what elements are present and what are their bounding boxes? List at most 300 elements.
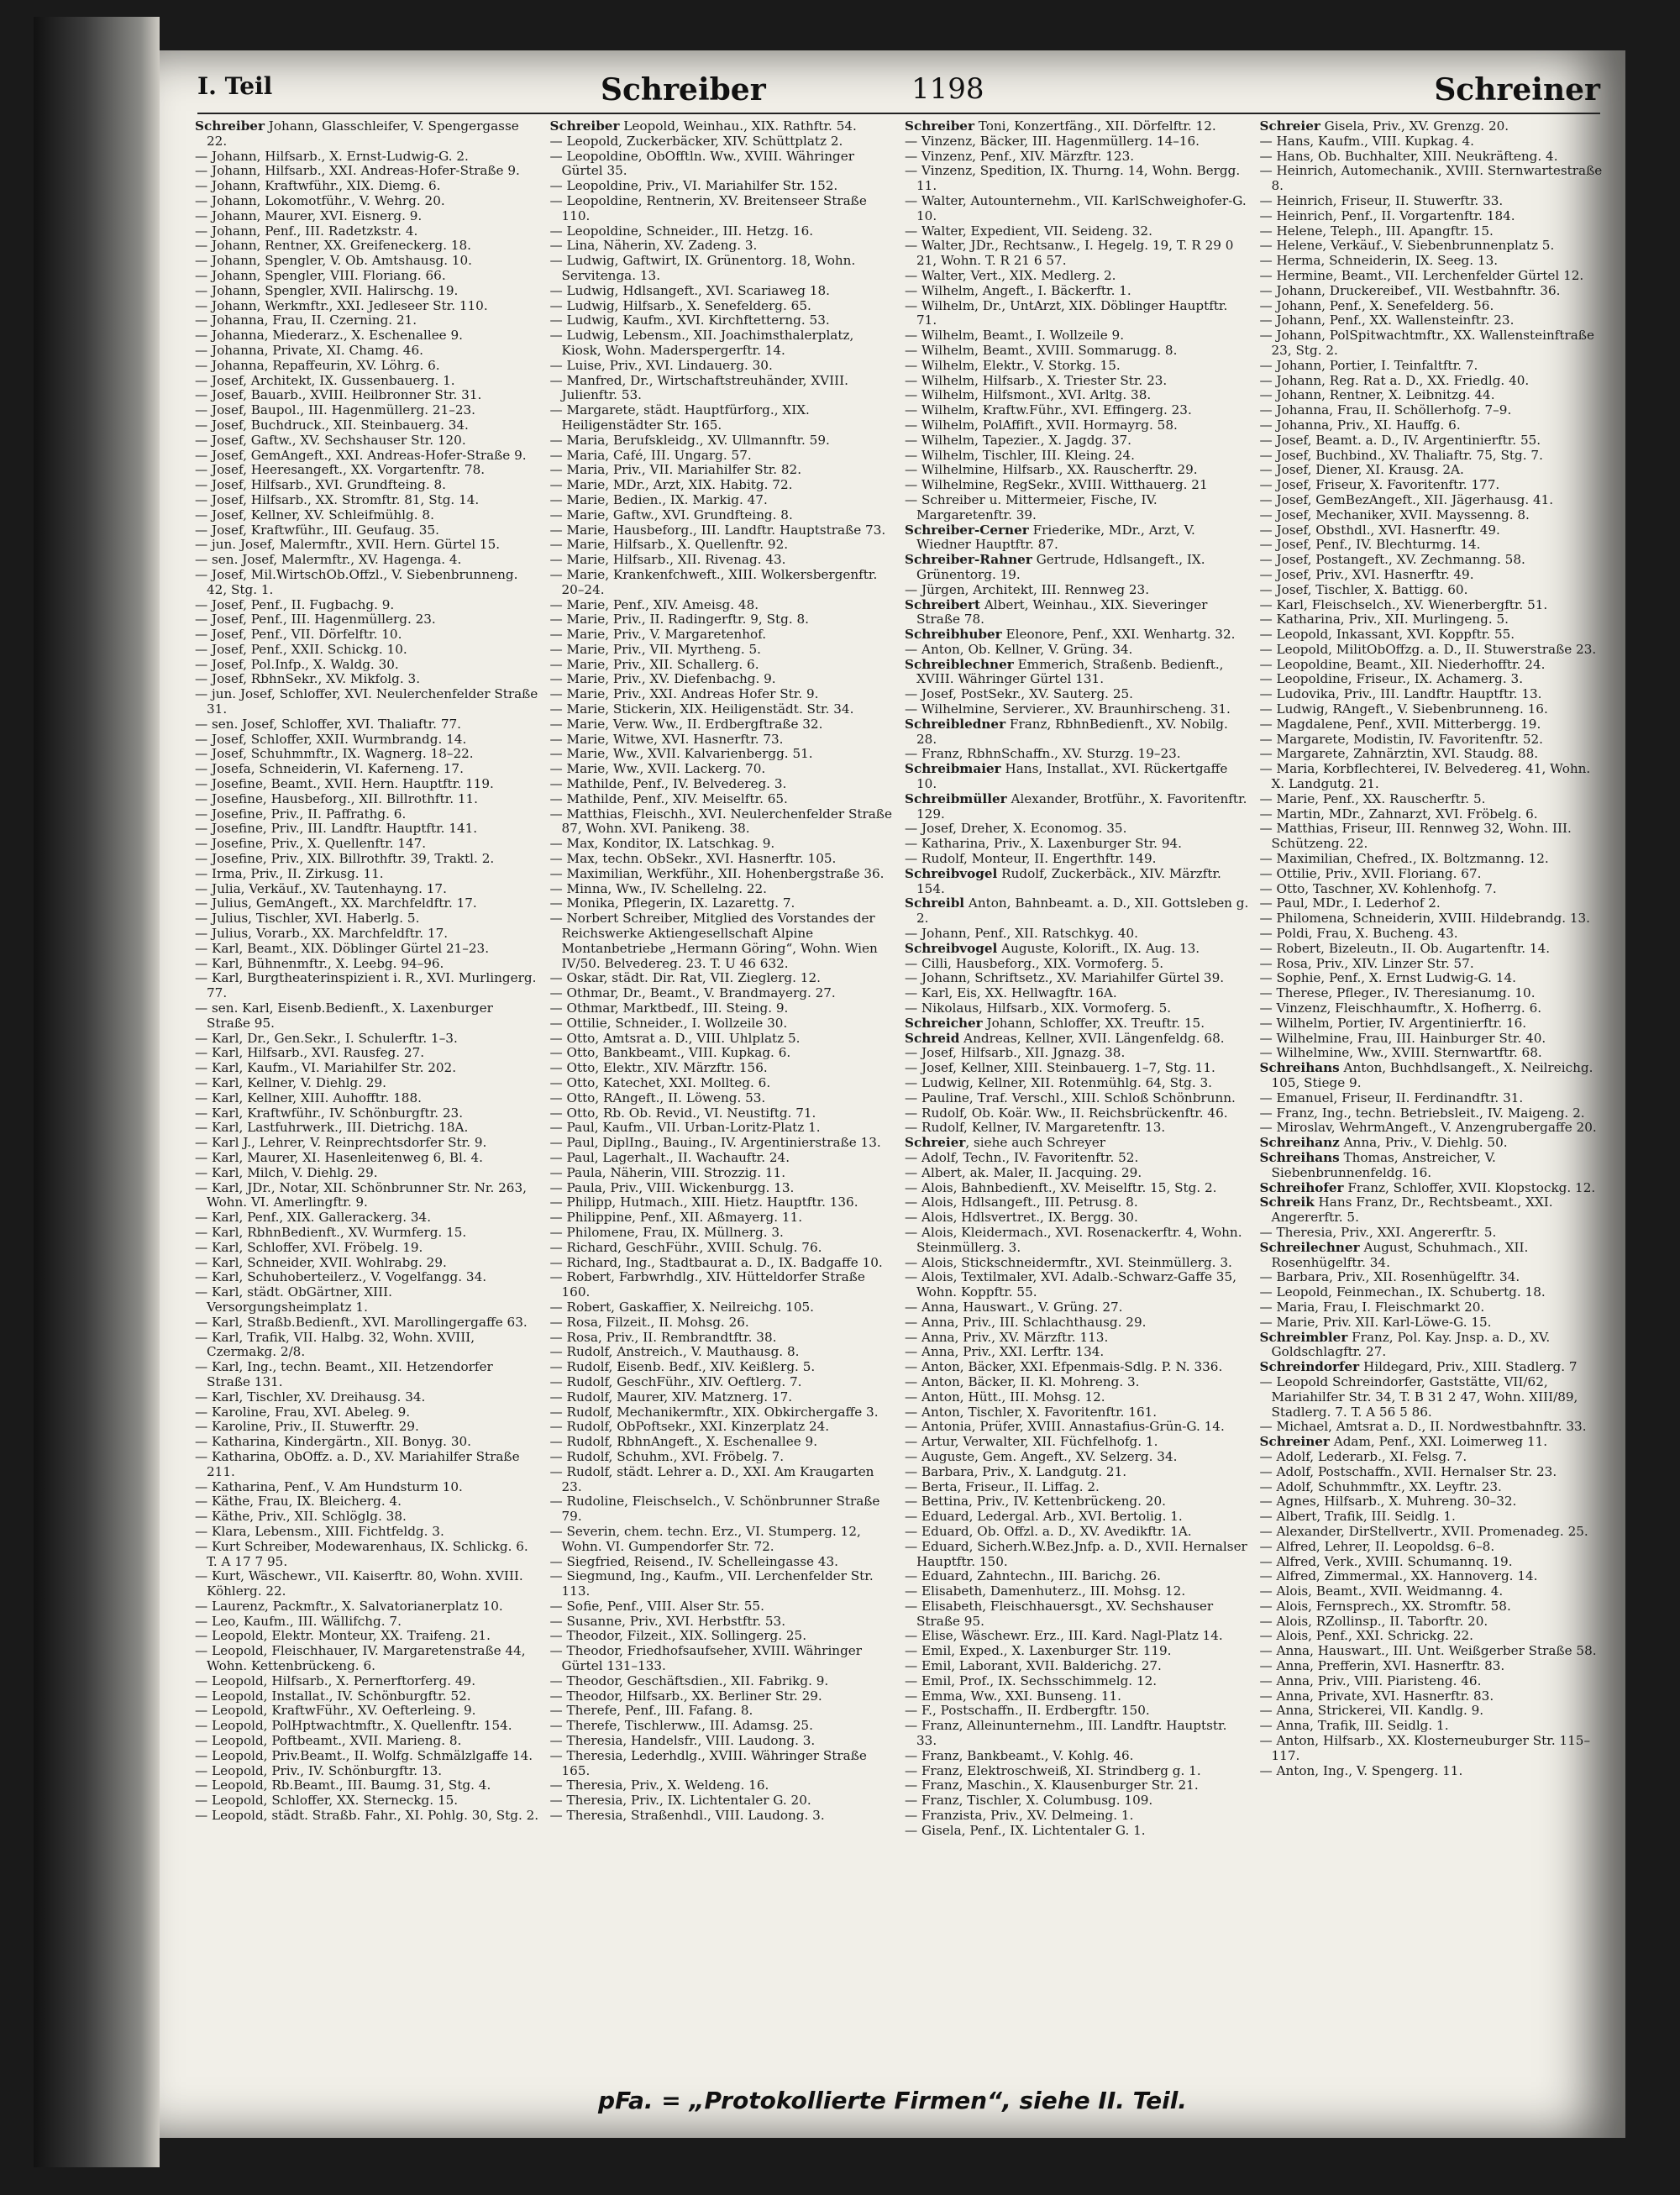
directory-entry: — Wilhelmine, Servierer., XV. Braunhirscheng. 31.	[905, 701, 1231, 717]
directory-entry: — sen. Karl, Eisenb.Bedienft., X. Laxenburger Straße 95.	[195, 1000, 493, 1031]
directory-entry: — Siegfried, Reisend., IV. Schelleingasse 43.	[549, 1553, 838, 1569]
directory-entry: — Johanna, Private, XI. Chamg. 46.	[195, 342, 423, 358]
directory-entry: — Paul, DiplIng., Bauing., IV. Argentinierstraße 13.	[549, 1135, 881, 1151]
directory-entry: — Johanna, Repaffeurin, XV. Löhrg. 6.	[195, 357, 440, 373]
directory-entry: — Leopoldine, Priv., VI. Mariahilfer Str. 152.	[549, 178, 838, 194]
directory-entry: — Emanuel, Friseur, II. Ferdinandftr. 31.	[1259, 1090, 1524, 1105]
directory-entry: — Alois, Bahnbedienft., XV. Meiselftr. 15, Stg. 2.	[905, 1179, 1217, 1195]
directory-entry: — Marie, Verw. Ww., II. Erdbergftraße 32.	[549, 716, 823, 732]
directory-entry: — Marie, Priv., XXI. Andreas Hofer Str. 9.	[549, 686, 819, 702]
directory-entry: — Albert, ak. Maler, II. Jacquing. 29.	[905, 1164, 1142, 1180]
directory-entry: — Gisela, Penf., IX. Lichtentaler G. 1.	[905, 1822, 1146, 1838]
directory-entry: — Marie, Hilfsarb., X. Quellenftr. 92.	[549, 537, 789, 553]
directory-entry: — Karl J., Lehrer, V. Reinprechtsdorfer Str. 9.	[195, 1135, 487, 1151]
directory-entry: — Katharina, ObOffz. a. D., XV. Mariahilfer Straße 211.	[195, 1448, 520, 1479]
entry-columns	[195, 119, 1604, 2062]
directory-entry: — Johanna, Priv., XI. Hauffg. 6.	[1259, 417, 1461, 433]
directory-entry: — Anton, Hilfsarb., XX. Klosterneuburger Str. 115–117.	[1259, 1733, 1591, 1763]
directory-entry: — Katharina, Kindergärtn., XII. Bonyg. 30.	[195, 1434, 471, 1450]
directory-entry: — Josef, Penf., III. Hagenmüllerg. 23.	[195, 612, 436, 628]
directory-entry: — Johann, Reg. Rat a. D., XX. Friedlg. 40.	[1259, 372, 1530, 388]
directory-entry: — Rosa, Priv., XIV. Linzer Str. 57.	[1259, 955, 1474, 971]
directory-entry: — Otto, Katechet, XXI. Mollteg. 6.	[549, 1075, 771, 1090]
directory-entry: — Johann, Penf., XII. Ratschkyg. 40.	[905, 926, 1138, 942]
directory-entry: Schreibl Anton, Bahnbeamt. a. D., XII. Gottsleben g. 2.	[905, 895, 1249, 927]
directory-entry: — Katharina, Penf., V. Am Hundsturm 10.	[195, 1478, 463, 1494]
header-keyword-left: Schreiber	[601, 72, 766, 108]
directory-entry: — Johann, Penf., XX. Wallensteinftr. 23.	[1259, 312, 1515, 328]
directory-entry: — Therefe, Penf., III. Fafang. 8.	[549, 1703, 753, 1719]
directory-entry: — Eduard, Sicherh.W.Bez.Jnfp. a. D., XVII. Hernalser Hauptftr. 150.	[905, 1538, 1247, 1569]
directory-entry: — Theodor, Friedhofsaufseher, XVIII. Währinger Gürtel 131–133.	[549, 1643, 863, 1674]
directory-entry: — Marie, Krankenfchweft., XIII. Wolkersbergenftr. 20–24.	[549, 566, 878, 597]
directory-entry: Schreindorfer Hildegard, Priv., XIII. Stadlerg. 7	[1259, 1359, 1578, 1375]
directory-entry: — Wilhelm, Beamt., XVIII. Sommarugg. 8.	[905, 342, 1178, 358]
directory-entry: — Ludwig, Gaftwirt, IX. Grünentorg. 18, Wohn. Servitenga. 13.	[549, 253, 856, 283]
directory-entry: — Paula, Näherin, VIII. Strozzig. 11.	[549, 1164, 786, 1180]
directory-entry: — jun. Josef, Schloffer, XVI. Neulerchenfelder Straße 31.	[195, 686, 538, 717]
directory-entry: Schreiblechner Emmerich, Straßenb. Bedienft., XVIII. Währinger Gürtel 131.	[905, 656, 1224, 687]
directory-entry: — Alfred, Lehrer, II. Leopoldsg. 6–8.	[1259, 1538, 1495, 1554]
directory-entry: — Johann, Rentner, X. Leibnitzg. 44.	[1259, 387, 1495, 403]
directory-entry: — Wilhelmine, Ww., XVIII. Sternwartftr. 68.	[1259, 1045, 1542, 1061]
directory-entry: — Anton, Bäcker, II. Kl. Mohreng. 3.	[905, 1373, 1140, 1389]
directory-entry: — Leopold, Feinmechan., IX. Schubertg. 18.	[1259, 1284, 1546, 1300]
directory-entry: — Manfred, Dr., Wirtschaftstreuhänder, XVIII. Julienftr. 53.	[549, 372, 848, 403]
directory-entry: — Anton, Hütt., III. Mohsg. 12.	[905, 1389, 1105, 1405]
directory-entry: Schreicher Johann, Schloffer, XX. Treuftr. 15.	[905, 1015, 1205, 1031]
directory-entry: — Josef, Bauarb., XVIII. Heilbronner Str. 31.	[195, 387, 482, 403]
directory-entry: — Anna, Prefferin, XVI. Hasnerftr. 83.	[1259, 1658, 1505, 1674]
directory-entry: — Irma, Priv., II. Zirkusg. 11.	[195, 865, 384, 881]
directory-entry: — Elisabeth, Damenhuterz., III. Mohsg. 12.	[905, 1583, 1186, 1599]
directory-entry: — Antonia, Prüfer, XVIII. Annastafius-Grün-G. 14.	[905, 1419, 1225, 1435]
directory-entry: — Heinrich, Friseur, II. Stuwerftr. 33.	[1259, 192, 1504, 208]
directory-entry: — Leopold Schreindorfer, Gaststätte, VII/62, Mariahilfer Str. 34, T. B 31 2 47, Wohn. XIII/89, Stadlerg. 7. T. A 56 5 86.	[1259, 1373, 1578, 1420]
directory-entry: — Leopold, KraftwFühr., XV. Oefterleing. 9.	[195, 1703, 476, 1719]
directory-entry: — Josef, Baupol., III. Hagenmüllerg. 21–23.	[195, 402, 476, 418]
directory-entry: — Ludwig, Kellner, XII. Rotenmühlg. 64, Stg. 3.	[905, 1075, 1212, 1090]
directory-entry: — Karl, Milch, V. Diehlg. 29.	[195, 1164, 378, 1180]
directory-entry: — Herma, Schneiderin, IX. Seeg. 13.	[1259, 253, 1499, 269]
directory-entry: — Anna, Trafik, III. Seidlg. 1.	[1259, 1718, 1449, 1734]
directory-entry: — Franz, Elektroschweiß, XI. Strindberg g. 1.	[905, 1762, 1201, 1778]
directory-entry: — Johann, Kraftwführ., XIX. Diemg. 6.	[195, 178, 441, 194]
directory-entry: — Richard, GeschFühr., XVIII. Schulg. 76.	[549, 1239, 822, 1255]
directory-entry: — Hans, Ob. Buchhalter, XIII. Neukräfteng. 4.	[1259, 148, 1558, 164]
directory-entry: — Theresia, Priv., X. Weldeng. 16.	[549, 1778, 769, 1793]
directory-entry: — Josefine, Priv., II. Paffrathg. 6.	[195, 806, 407, 822]
directory-entry: — Karl, Maurer, XI. Hasenleitenweg 6, Bl. 4.	[195, 1149, 483, 1165]
directory-entry: — Maria, Café, III. Ungarg. 57.	[549, 447, 752, 463]
directory-entry: — Rudolf, RbhnAngeft., X. Eschenallee 9.	[549, 1434, 818, 1450]
directory-entry: — Rudolf, ObPoftsekr., XXI. Kinzerplatz 24.	[549, 1419, 830, 1435]
directory-entry: — Karl, Straßb.Bedienft., XVI. Marollingergaffe 63.	[195, 1314, 528, 1330]
directory-entry: — Margarete, Modistin, IV. Favoritenftr. 52.	[1259, 731, 1543, 747]
directory-entry: — Theresia, Straßenhdl., VIII. Laudong. 3.	[549, 1808, 825, 1824]
directory-entry: — Eduard, Zahntechn., III. Barichg. 26.	[905, 1568, 1161, 1584]
directory-entry: — Wilhelm, Hilfsarb., X. Triester Str. 23.	[905, 372, 1168, 388]
directory-entry: — Anton, Ob. Kellner, V. Grüng. 34.	[905, 641, 1133, 657]
directory-entry: — Josef, Penf., XXII. Schickg. 10.	[195, 641, 407, 657]
directory-entry: — Alfred, Verk., XVIII. Schumannq. 19.	[1259, 1553, 1513, 1569]
directory-entry: — Marie, Bedien., IX. Markig. 47.	[549, 491, 768, 507]
directory-entry: — Johann, Schriftsetz., XV. Mariahilfer Gürtel 39.	[905, 970, 1225, 986]
directory-entry: — Paul, Lagerhalt., II. Wachauftr. 24.	[549, 1149, 790, 1165]
column-3	[905, 119, 1250, 2062]
directory-entry: — Wilhelm, Angeft., I. Bäckerftr. 1.	[905, 282, 1131, 298]
directory-entry: — Theresia, Lederhdlg., XVIII. Währinger Straße 165.	[549, 1747, 867, 1778]
directory-entry: — Magdalene, Penf., XVII. Mitterbergg. 19.	[1259, 716, 1541, 732]
directory-entry: — Franz, Alleinunternehm., III. Landftr. Hauptstr. 33.	[905, 1718, 1227, 1749]
directory-entry: — Leopoldine, Rentnerin, XV. Breitenseer Straße 110.	[549, 192, 867, 223]
directory-entry: — Marie, Priv., XV. Diefenbachg. 9.	[549, 671, 776, 687]
directory-entry: Schreiber Johann, Glasschleifer, V. Spengergasse 22.	[195, 119, 519, 149]
directory-entry: Schreibmaier Hans, Installat., XVI. Rückertgaffe 10.	[905, 761, 1228, 792]
directory-entry: — Johann, Penf., X. Senefelderg. 56.	[1259, 297, 1494, 313]
directory-entry: — Sophie, Penf., X. Ernst Ludwig-G. 14.	[1259, 970, 1516, 986]
directory-entry: — Anna, Priv., XXI. Lerftr. 134.	[905, 1344, 1105, 1360]
directory-entry: Schreiber-Rahner Gertrude, Hdlsangeft., IX. Grünentorg. 19.	[905, 552, 1205, 582]
directory-entry: — Margarete, Zahnärztin, XVI. Staudg. 88.	[1259, 746, 1539, 762]
directory-entry: — Maria, Berufskleidg., XV. Ullmannftr. 59.	[549, 432, 830, 448]
directory-entry: — Leopoldine, ObOfftln. Ww., XVIII. Währinger Gürtel 35.	[549, 148, 854, 179]
directory-entry: — Josef, Penf., VII. Dörfelftr. 10.	[195, 627, 402, 643]
directory-entry: — Anton, Bäcker, XXI. Efpenmais-Sdlg. P. N. 336.	[905, 1359, 1223, 1375]
directory-entry: — Leopold, Hilfsarb., X. Pernerftorferg. 49.	[195, 1673, 476, 1688]
directory-entry: — Severin, chem. techn. Erz., VI. Stumperg. 12, Wohn. VI. Gumpendorfer Str. 72.	[549, 1523, 861, 1554]
directory-entry: — Julius, Vorarb., XX. Marchfeldftr. 17.	[195, 926, 449, 942]
directory-entry: — Josef, GemBezAngeft., XII. Jägerhausg. 41.	[1259, 491, 1554, 507]
directory-entry: — Hermine, Beamt., VII. Lerchenfelder Gürtel 12.	[1259, 267, 1584, 283]
directory-entry: — Josef, Architekt, IX. Gussenbauerg. 1.	[195, 372, 455, 388]
directory-entry: — Cilli, Hausbeforg., XIX. Vormoferg. 5.	[905, 955, 1164, 971]
directory-entry: — Robert, Farbwrhdlg., XIV. Hütteldorfer Straße 160.	[549, 1269, 865, 1300]
directory-entry: — Anna, Priv., III. Schlachthausg. 29.	[905, 1314, 1147, 1330]
directory-entry: Schreiber-Cerner Friederike, MDr., Arzt, V. Wiedner Hauptftr. 87.	[905, 522, 1195, 553]
directory-entry: — Maximilian, Werkführ., XII. Hohenbergstraße 36.	[549, 865, 885, 881]
directory-entry: — Leopold, Fleischhauer, IV. Margaretenstraße 44, Wohn. Kettenbrückeng. 6.	[195, 1643, 526, 1674]
directory-entry: — Franz, Ing., techn. Betriebsleit., IV. Maigeng. 2.	[1259, 1105, 1585, 1121]
directory-entry: — Ludovika, Priv., III. Landftr. Hauptftr. 13.	[1259, 686, 1542, 702]
directory-entry: — Adolf, Schuhmmftr., XX. Leyftr. 23.	[1259, 1478, 1502, 1494]
directory-entry: — Johann, Spengler, XVII. Halirschg. 19.	[195, 282, 459, 298]
directory-entry: — Eduard, Ledergal. Arb., XVI. Bertolig. 1.	[905, 1509, 1183, 1525]
directory-entry: — Martin, MDr., Zahnarzt, XVI. Fröbelg. 6.	[1259, 806, 1538, 822]
directory-entry: — Josef, Postangeft., XV. Zechmanng. 58.	[1259, 552, 1525, 568]
directory-entry: — Anna, Priv., VIII. Piaristeng. 46.	[1259, 1673, 1482, 1688]
directory-entry: — Leopoldine, Schneider., III. Hetzg. 16.	[549, 223, 814, 239]
directory-entry: — Wilhelmine, Hilfsarb., XX. Rauscherftr. 29.	[905, 462, 1198, 478]
directory-entry: — Maria, Korbflechterei, IV. Belvedereg. 41, Wohn. X. Landgutg. 21.	[1259, 761, 1591, 792]
directory-entry: — F., Postschaffn., II. Erdbergftr. 150.	[905, 1703, 1150, 1719]
directory-entry: — Alois, Beamt., XVII. Weidmanng. 4.	[1259, 1583, 1504, 1599]
directory-entry: — Leopold, Priv.Beamt., II. Wolfg. Schmälzlgaffe 14.	[195, 1747, 533, 1763]
directory-entry: — Otto, Amtsrat a. D., VIII. Uhlplatz 5.	[549, 1030, 801, 1046]
directory-entry: — Eduard, Ob. Offzl. a. D., XV. Avedikftr. 1A.	[905, 1523, 1192, 1539]
directory-entry: — Jürgen, Architekt, III. Rennweg 23.	[905, 581, 1150, 597]
directory-entry: — Johann, PolSpitwachtmftr., XX. Wallensteinftraße 23, Stg. 2.	[1259, 328, 1594, 358]
directory-entry: — Josef, Penf., II. Fugbachg. 9.	[195, 596, 395, 612]
book-binding-edge	[34, 17, 160, 2167]
directory-entry: — Karl, Bühnenmftr., X. Leebg. 94–96.	[195, 955, 444, 971]
directory-entry: — Otto, Elektr., XIV. Märzftr. 156.	[549, 1060, 768, 1076]
directory-entry: — Rudolf, Maurer, XIV. Matznerg. 17.	[549, 1389, 793, 1405]
header-keyword-right: Schreiner	[1434, 72, 1600, 108]
directory-entry: — Anna, Hauswart., V. Grüng. 27.	[905, 1299, 1123, 1315]
directory-entry: — Johann, Spengler, V. Ob. Amtshausg. 10.	[195, 253, 473, 269]
directory-entry: — Josef, Hilfsarb., XII. Jgnazg. 38.	[905, 1045, 1126, 1061]
directory-entry: — Johanna, Miederarz., X. Eschenallee 9.	[195, 328, 463, 344]
directory-entry: Schreibhuber Eleonore, Penf., XXI. Wenhartg. 32.	[905, 627, 1236, 643]
directory-entry: Schreiber Toni, Konzertfäng., XII. Dörfelftr. 12.	[905, 119, 1216, 134]
directory-entry: — Josef, Friseur, X. Favoritenftr. 177.	[1259, 477, 1500, 493]
directory-entry: — Leopold, MilitObOffzg. a. D., II. Stuwerstraße 23.	[1259, 641, 1597, 657]
directory-entry: — Margarete, städt. Hauptfürforg., XIX. Heiligenstädter Str. 165.	[549, 402, 810, 433]
directory-entry: — Karl, Burgtheaterinspizient i. R., XVI. Murlingerg. 77.	[195, 970, 537, 1001]
directory-entry: — Sofie, Penf., VIII. Alser Str. 55.	[549, 1598, 764, 1614]
directory-entry: — Josef, Diener, XI. Krausg. 2A.	[1259, 462, 1464, 478]
directory-entry: — Franz, Tischler, X. Columbusg. 109.	[905, 1793, 1153, 1809]
directory-entry: — Maximilian, Chefred., IX. Boltzmanng. 12.	[1259, 851, 1549, 867]
directory-entry: — Johann, Maurer, XVI. Eisnerg. 9.	[195, 207, 423, 223]
directory-entry: — Ludwig, Hilfsarb., X. Senefelderg. 65.	[549, 297, 811, 313]
directory-entry: — Theresia, Priv., XXI. Angererftr. 5.	[1259, 1224, 1497, 1240]
directory-entry: Schreibvogel Rudolf, Zuckerbäck., XIV. Märzftr. 154.	[905, 865, 1221, 896]
directory-entry: — Marie, Hilfsarb., XII. Rivenag. 43.	[549, 552, 786, 568]
directory-entry: — Paula, Priv., VIII. Wickenburgg. 13.	[549, 1179, 795, 1195]
directory-entry: — Laurenz, Packmftr., X. Salvatorianerplatz 10.	[195, 1598, 503, 1614]
directory-entry: — Marie, Penf., XIV. Ameisg. 48.	[549, 596, 759, 612]
directory-entry: — Josef, Mechaniker, XVII. Mayssenng. 8.	[1259, 507, 1530, 522]
directory-entry: — Emil, Exped., X. Laxenburger Str. 119.	[905, 1643, 1172, 1659]
directory-entry: — Schreiber u. Mittermeier, Fische, IV. Margaretenftr. 39.	[905, 491, 1158, 522]
directory-entry: — Paul, Kaufm., VII. Urban-Loritz-Platz 1.	[549, 1120, 821, 1136]
directory-entry: — Max, Konditor, IX. Latschkag. 9.	[549, 836, 775, 852]
directory-entry: — Rudolf, Monteur, II. Engerthftr. 149.	[905, 851, 1157, 867]
directory-entry: — Josef, Priv., XVI. Hasnerftr. 49.	[1259, 566, 1474, 582]
directory-entry: — Franz, Maschin., X. Klausenburger Str. 21.	[905, 1778, 1199, 1793]
directory-entry: — Wilhelmine, RegSekr., XVIII. Witthauerg. 21	[905, 477, 1208, 493]
directory-entry: — Anna, Strickerei, VII. Kandlg. 9.	[1259, 1703, 1484, 1719]
directory-entry: Schreihanz Anna, Priv., V. Diehlg. 50.	[1259, 1135, 1508, 1151]
directory-entry: — Karl, Ing., techn. Beamt., XII. Hetzendorfer Straße 131.	[195, 1359, 493, 1389]
directory-entry: Schreik Hans Franz, Dr., Rechtsbeamt., XXI. Angererftr. 5.	[1259, 1195, 1553, 1226]
directory-entry: — Rudolf, Anstreich., V. Mauthausg. 8.	[549, 1344, 800, 1360]
directory-entry: — Walter, Autounternehm., VII. KarlSchweighofer-G. 10.	[905, 192, 1247, 223]
part-label: I. Teil	[197, 72, 273, 100]
directory-entry: — Josef, Pol.Infp., X. Waldg. 30.	[195, 656, 399, 672]
directory-entry: Schreiner Adam, Penf., XXI. Loimerweg 11.	[1259, 1434, 1548, 1450]
directory-entry: — Rosa, Priv., II. Rembrandtftr. 38.	[549, 1329, 777, 1345]
directory-entry: — Karl, Schneider, XVII. Wohlrabg. 29.	[195, 1254, 447, 1270]
directory-entry: — Elisabeth, Fleischhauersgt., XV. Sechshauser Straße 95.	[905, 1598, 1214, 1629]
directory-entry: — Therese, Pfleger., IV. Theresianumg. 10.	[1259, 985, 1536, 1001]
directory-entry: — Marie, Priv., VII. Myrtheng. 5.	[549, 641, 762, 657]
directory-entry: — Marie, Ww., XVII. Lackerg. 70.	[549, 761, 766, 777]
directory-entry: — Barbara, Priv., X. Landgutg. 21.	[905, 1463, 1127, 1479]
directory-entry: — Rudolf, Schuhm., XVI. Fröbelg. 7.	[549, 1448, 785, 1464]
directory-entry: — Kurt Schreiber, Modewarenhaus, IX. Schlickg. 6. T. A 17 7 95.	[195, 1538, 528, 1569]
directory-entry: — Emma, Ww., XXI. Bunseng. 11.	[905, 1688, 1122, 1704]
directory-entry: — Vinzenz, Bäcker, III. Hagenmüllerg. 14–16.	[905, 133, 1200, 149]
directory-entry: — Alois, Penf., XXI. Schrickg. 22.	[1259, 1628, 1473, 1644]
directory-entry: — Johanna, Frau, II. Czerning. 21.	[195, 312, 417, 328]
directory-entry: — Elise, Wäschewr. Erz., III. Kard. Nagl-Platz 14.	[905, 1628, 1223, 1644]
directory-entry: — Katharina, Priv., X. Laxenburger Str. 94.	[905, 836, 1182, 852]
directory-entry: — Otto, Bankbeamt., VIII. Kupkag. 6.	[549, 1045, 791, 1061]
directory-entry: — Wilhelm, Portier, IV. Argentinierftr. 16.	[1259, 1015, 1527, 1031]
directory-entry: — Marie, Penf., XX. Rauscherftr. 5.	[1259, 790, 1486, 806]
directory-entry: — Theodor, Hilfsarb., XX. Berliner Str. 29.	[549, 1688, 822, 1704]
directory-entry: — Josef, Kraftwführ., III. Geufaug. 35.	[195, 522, 439, 538]
directory-entry: — Heinrich, Automechanik., XVIII. Sternwartestraße 8.	[1259, 163, 1603, 194]
directory-entry: — Anna, Hauswart., III. Unt. Weißgerber Straße 58.	[1259, 1643, 1597, 1659]
directory-entry: Schreibmüller Alexander, Brotführ., X. Favoritenftr. 129.	[905, 790, 1247, 822]
directory-entry: — Walter, Vert., XIX. Medlerg. 2.	[905, 267, 1116, 283]
directory-entry: — Johann, Hilfsarb., XXI. Andreas-Hofer-Straße 9.	[195, 163, 520, 179]
directory-entry: — Wilhelm, Kraftw.Führ., XVI. Effingerg. 23.	[905, 402, 1192, 418]
directory-entry: — Marie, Witwe, XVI. Hasnerftr. 73.	[549, 731, 784, 747]
directory-entry: — Josef, Buchdruck., XII. Steinbauerg. 34.	[195, 417, 469, 433]
directory-entry: — Marie, Hausbeforg., III. Landftr. Hauptstraße 73.	[549, 522, 886, 538]
directory-entry: — Theresia, Handelsfr., VIII. Laudong. 3.	[549, 1733, 816, 1749]
directory-entry: — Karl, Schuhoberteilerz., V. Vogelfangg. 34.	[195, 1269, 487, 1285]
directory-entry: — Josef, Heeresangeft., XX. Vorgartenftr. 78.	[195, 462, 486, 478]
directory-entry: — Michael, Amtsrat a. D., II. Nordwestbahnftr. 33.	[1259, 1419, 1587, 1435]
directory-entry: — Ludwig, Kaufm., XVI. Kirchftetterng. 53.	[549, 312, 830, 328]
directory-entry: — Karl, Kellner, XIII. Auhofftr. 188.	[195, 1090, 422, 1105]
directory-entry: — Philippine, Penf., XII. Aßmayerg. 11.	[549, 1210, 803, 1226]
directory-entry: — Luise, Priv., XVI. Lindauerg. 30.	[549, 357, 773, 373]
directory-entry: — Julia, Verkäuf., XV. Tautenhayng. 17.	[195, 880, 447, 896]
directory-entry: — Theresia, Priv., IX. Lichtentaler G. 20.	[549, 1793, 811, 1809]
directory-entry: — Leopoldine, Beamt., XII. Niederhofftr. 24.	[1259, 656, 1546, 672]
directory-entry: — Vinzenz, Spedition, IX. Thurng. 14, Wohn. Bergg. 11.	[905, 163, 1241, 194]
directory-entry: — Klara, Lebensm., XIII. Fichtfeldg. 3.	[195, 1523, 444, 1539]
directory-entry: — Leopold, Zuckerbäcker, XIV. Schüttplatz 2.	[549, 133, 843, 149]
directory-entry: — Rudolf, Eisenb. Bedf., XIV. Keißlerg. 5.	[549, 1359, 816, 1375]
directory-entry: — Adolf, Lederarb., XI. Felsg. 7.	[1259, 1448, 1467, 1464]
directory-entry: — Alois, Textilmaler, XVI. Adalb.-Schwarz-Gaffe 35, Wohn. Koppftr. 55.	[905, 1269, 1236, 1300]
directory-entry: — Ludwig, Lebensm., XII. Joachimsthalerplatz, Kiosk, Wohn. Maderspergerftr. 14.	[549, 328, 854, 358]
directory-entry: — Mathilde, Penf., IV. Belvedereg. 3.	[549, 776, 787, 792]
directory-entry: — Max, techn. ObSekr., XVI. Hasnerftr. 105.	[549, 851, 837, 867]
directory-entry: — Marie, Ww., XVII. Kalvarienbergg. 51.	[549, 746, 813, 762]
directory-entry: — Karl, Lastfuhrwerk., III. Dietrichg. 18A.	[195, 1120, 469, 1136]
directory-entry: — Maria, Priv., VII. Mariahilfer Str. 82.	[549, 462, 802, 478]
directory-entry: — Johann, Lokomotführ., V. Wehrg. 20.	[195, 192, 445, 208]
directory-entry: — Karl, JDr., Notar, XII. Schönbrunner Str. Nr. 263, Wohn. VI. Amerlingftr. 9.	[195, 1179, 527, 1210]
directory-entry: — Karl, Dr., Gen.Sekr., I. Schulerftr. 1–3.	[195, 1030, 458, 1046]
directory-entry: — Karl, Eis, XX. Hellwagftr. 16A.	[905, 985, 1117, 1001]
directory-entry: — Rudolf, städt. Lehrer a. D., XXI. Am Kraugarten 23.	[549, 1463, 874, 1494]
directory-entry: — Berta, Friseur., II. Liffag. 2.	[905, 1478, 1100, 1494]
directory-entry: — Karl, Trafik, VII. Halbg. 32, Wohn. XVIII, Czermakg. 2/8.	[195, 1329, 475, 1360]
directory-entry: — Karl, Kraftwführ., IV. Schönburgftr. 23.	[195, 1105, 464, 1121]
directory-entry: — Leopold, Rb.Beamt., III. Baumg. 31, Stg. 4.	[195, 1778, 491, 1793]
directory-entry: — Anton, Tischler, X. Favoritenftr. 161.	[905, 1404, 1158, 1420]
directory-entry: — Josefine, Hausbeforg., XII. Billrothftr. 11.	[195, 790, 479, 806]
directory-entry: — Wilhelm, Tapezier., X. Jagdg. 37.	[905, 432, 1131, 448]
directory-entry: — Josefine, Priv., III. Landftr. Hauptftr. 141.	[195, 821, 478, 837]
directory-entry: — Josef, Buchbind., XV. Thaliaftr. 75, Stg. 7.	[1259, 447, 1543, 463]
directory-entry: — Leopold, Schloffer, XX. Sterneckg. 15.	[195, 1793, 459, 1809]
directory-entry: — Josef, Dreher, X. Economog. 35.	[905, 821, 1127, 837]
directory-entry: — Marie, Gaftw., XVI. Grundfteing. 8.	[549, 507, 793, 522]
directory-entry: — Susanne, Priv., XVI. Herbstftr. 53.	[549, 1613, 786, 1629]
directory-entry: — Anna, Priv., XV. Märzftr. 113.	[905, 1329, 1109, 1345]
directory-entry: — Wilhelm, Hilfsmont., XVI. Arltg. 38.	[905, 387, 1152, 403]
directory-entry: — Karl, Tischler, XV. Dreihausg. 34.	[195, 1389, 426, 1405]
directory-entry: — Karl, Kellner, V. Diehlg. 29.	[195, 1075, 387, 1090]
directory-entry: — Hans, Kaufm., VIII. Kupkag. 4.	[1259, 133, 1474, 149]
directory-entry: — Albert, Trafik, III. Seidlg. 1.	[1259, 1509, 1456, 1525]
directory-entry: — Rudolf, GeschFühr., XIV. Oeftlerg. 7.	[549, 1373, 802, 1389]
directory-entry: Schreier Gisela, Priv., XV. Grenzg. 20.	[1259, 119, 1509, 134]
directory-entry: — Theodor, Filzeit., XIX. Sollingerg. 25.	[549, 1628, 807, 1644]
directory-entry: — Emil, Prof., IX. Sechsschimmelg. 12.	[905, 1673, 1158, 1688]
directory-entry: — sen. Josef, Malermftr., XV. Hagenga. 4.	[195, 552, 462, 568]
directory-entry: — Leo, Kaufm., III. Wällifchg. 7.	[195, 1613, 402, 1629]
directory-entry: — Karl, Schloffer, XVI. Fröbelg. 19.	[195, 1239, 423, 1255]
directory-entry: — Josef, Schuhmmftr., IX. Wagnerg. 18–22.	[195, 746, 474, 762]
directory-entry: — Johann, Hilfsarb., X. Ernst-Ludwig-G. 2.	[195, 148, 469, 164]
directory-entry: — Pauline, Traf. Verschl., XIII. Schloß Schönbrunn.	[905, 1090, 1236, 1105]
directory-entry: — Poldi, Frau, X. Bucheng. 43.	[1259, 926, 1458, 942]
directory-entry: — Ludwig, RAngeft., V. Siebenbrunneng. 16.	[1259, 701, 1548, 717]
directory-entry: — Helene, Verkäuf., V. Siebenbrunnenplatz 5.	[1259, 238, 1555, 254]
directory-entry: — Josef, Obsthdl., XVI. Hasnerftr. 49.	[1259, 522, 1500, 538]
directory-entry: — Franz, RbhnSchaffn., XV. Sturzg. 19–23.	[905, 746, 1181, 762]
directory-entry: — Helene, Teleph., III. Apangftr. 15.	[1259, 223, 1494, 239]
directory-entry: — Alois, Kleidermach., XVI. Rosenackerftr. 4, Wohn. Steinmüllerg. 3.	[905, 1224, 1242, 1255]
directory-entry: — Josef, Hilfsarb., XVI. Grundfteing. 8.	[195, 477, 446, 493]
directory-entry: — Josef, Schloffer, XXII. Wurmbrandg. 14.	[195, 731, 467, 747]
directory-entry: — Julius, Tischler, XVI. Haberlg. 5.	[195, 911, 420, 927]
directory-entry: — sen. Josef, Schloffer, XVI. Thaliaftr. 77.	[195, 716, 461, 732]
directory-entry: — Vinzenz, Penf., XIV. Märzftr. 123.	[905, 148, 1135, 164]
directory-entry: — Karl, Hilfsarb., XVI. Rausfeg. 27.	[195, 1045, 425, 1061]
directory-entry: — Alois, Fernsprech., XX. Stromftr. 58.	[1259, 1598, 1511, 1614]
directory-entry: — Karl, RbhnBedienft., XV. Wurmferg. 15.	[195, 1224, 467, 1240]
directory-entry: — Rudolf, Kellner, IV. Margaretenftr. 13.	[905, 1120, 1166, 1136]
directory-entry: — Marie, Priv., II. Radingerftr. 9, Stg. 8.	[549, 612, 809, 628]
directory-entry: — Adolf, Techn., IV. Favoritenftr. 52.	[905, 1149, 1139, 1165]
directory-entry: — Marie, Priv., V. Margaretenhof.	[549, 627, 767, 643]
directory-entry: — Oskar, städt. Dir. Rat, VII. Zieglerg. 12.	[549, 970, 821, 986]
directory-entry: Schreibledner Franz, RbhnBedienft., XV. Nobilg. 28.	[905, 716, 1228, 747]
directory-entry: — Josef, PostSekr., XV. Sauterg. 25.	[905, 686, 1133, 702]
directory-entry: — Matthias, Friseur, III. Rennweg 32, Wohn. III. Schützeng. 22.	[1259, 821, 1572, 852]
directory-entry: — Karl, Penf., XIX. Gallerackerg. 34.	[195, 1210, 432, 1226]
directory-entry: — Katharina, Priv., XII. Murlingeng. 5.	[1259, 612, 1509, 628]
directory-entry: Schreier, siehe auch Schreyer	[905, 1135, 1105, 1151]
directory-page	[160, 50, 1625, 2138]
directory-entry: — Josef, Gaftw., XV. Sechshauser Str. 120.	[195, 432, 466, 448]
directory-entry: — Josef, Tischler, X. Battigg. 60.	[1259, 581, 1468, 597]
page-number: 1198	[911, 72, 984, 106]
directory-entry: — Johann, Penf., III. Radetzkstr. 4.	[195, 223, 418, 239]
directory-entry: Schreibvogel Auguste, Kolorift., IX. Aug. 13.	[905, 940, 1200, 956]
directory-entry: — Barbara, Priv., XII. Rosenhügelftr. 34.	[1259, 1269, 1520, 1285]
directory-entry: — Mathilde, Penf., XIV. Meiselftr. 65.	[549, 790, 788, 806]
column-1	[195, 119, 540, 2062]
directory-entry: — Maria, Frau, I. Fleischmarkt 20.	[1259, 1299, 1485, 1315]
directory-entry: Schreihofer Franz, Schloffer, XVII. Klopstockg. 12.	[1259, 1179, 1596, 1195]
directory-entry: — Leopold, städt. Straßb. Fahr., XI. Pohlg. 30, Stg. 2.	[195, 1808, 539, 1824]
directory-entry: — Josefine, Priv., XIX. Billrothftr. 39, Traktl. 2.	[195, 851, 495, 867]
